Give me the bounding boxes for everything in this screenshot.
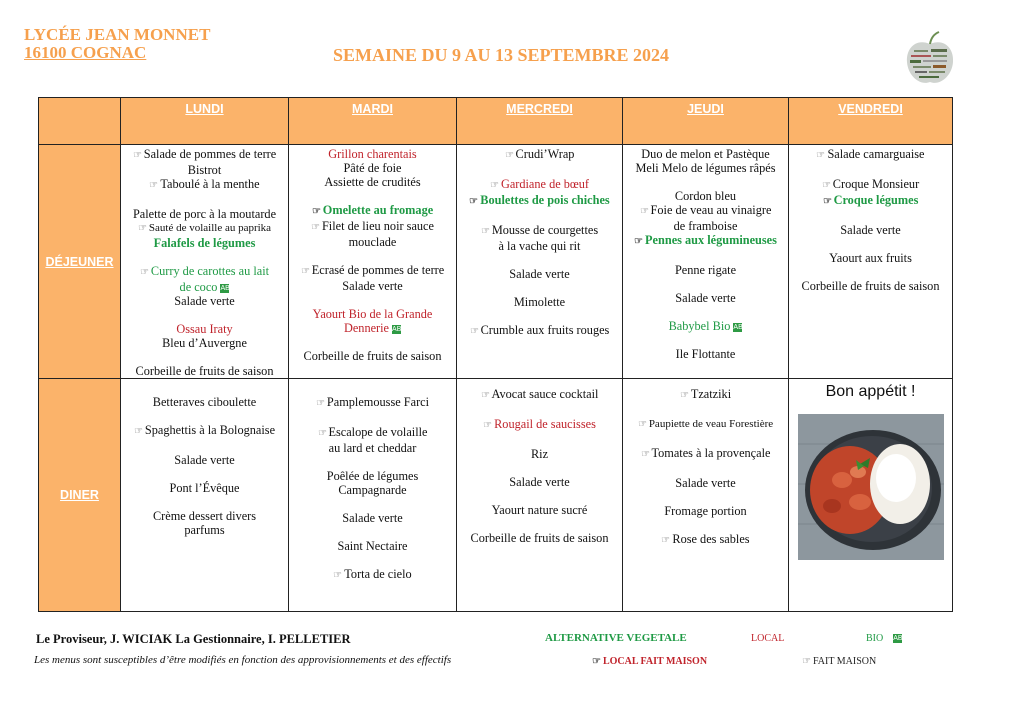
food-photo bbox=[798, 414, 944, 560]
menu-item: ☜ Ecrasé de pommes de terre bbox=[300, 263, 445, 277]
menu-item: Salade verte bbox=[509, 267, 570, 281]
menu-item: ☜ Tzatziki bbox=[679, 387, 732, 401]
fait-maison-icon: ☜ bbox=[634, 236, 644, 247]
menu-item: ☜ Mousse de courgettes bbox=[480, 223, 599, 237]
menu-item: Corbeille de fruits de saison bbox=[470, 531, 609, 545]
menu-item: ☜ Torta de cielo bbox=[333, 567, 412, 581]
days-header-row bbox=[39, 98, 953, 145]
day-header-mercredi bbox=[457, 98, 623, 145]
school-city: 16100 COGNAC bbox=[24, 43, 147, 62]
menu-item-local: ☜ Gardiane de bœuf bbox=[489, 177, 590, 191]
day-label: VENDREDI bbox=[838, 102, 903, 116]
legend-bio: BIO AB bbox=[866, 633, 903, 644]
fait-maison-icon: ☜ bbox=[132, 150, 142, 161]
menu-item: ☜ Croque Monsieur bbox=[821, 177, 920, 191]
menu-item: Salade verte bbox=[840, 223, 901, 237]
apple-logo-icon bbox=[904, 30, 956, 86]
menu-item: Fromage portion bbox=[664, 504, 747, 518]
menu-item-vegetale: de coco AB bbox=[179, 280, 230, 294]
week-title: SEMAINE DU 9 AU 13 SEPTEMBRE 2024 bbox=[333, 45, 670, 65]
meal-label: DÉJEUNER bbox=[45, 254, 114, 269]
menu-item: Corbeille de fruits de saison bbox=[303, 349, 442, 363]
menu-item: Salade verte bbox=[675, 476, 736, 490]
menu-item-bio: Babybel Bio AB bbox=[668, 319, 743, 333]
menu-item: Salade verte bbox=[174, 294, 235, 308]
fait-maison-icon: ☜ bbox=[816, 150, 826, 161]
menu-item: Crème dessert divers bbox=[152, 509, 257, 523]
fait-maison-icon: ☜ bbox=[480, 390, 490, 401]
menu-item-vegetale: ☜ Boulettes de pois chiches bbox=[469, 193, 610, 207]
diner-lundi bbox=[121, 379, 289, 612]
menu-item-local: Grillon charentais bbox=[328, 147, 417, 161]
fait-maison-icon: ☜ bbox=[480, 226, 490, 237]
day-label: MARDI bbox=[352, 102, 393, 116]
dejeuner-mercredi bbox=[457, 145, 623, 379]
legend-fait-maison: ☜ FAIT MAISON bbox=[802, 656, 877, 667]
menu-item: Riz bbox=[530, 447, 549, 461]
menu-item: au lard et cheddar bbox=[328, 441, 417, 455]
menu-item: Poêlée de légumes bbox=[326, 469, 419, 483]
school-name: LYCÉE JEAN MONNET bbox=[24, 25, 211, 44]
day-header-jeudi bbox=[623, 98, 789, 145]
day-header-mardi bbox=[289, 98, 457, 145]
menu-item: Duo de melon et Pastèque bbox=[641, 147, 770, 161]
menu-item: de framboise bbox=[673, 219, 738, 233]
meal-header-diner bbox=[39, 379, 121, 612]
menu-item: Assiette de crudités bbox=[324, 175, 421, 189]
menu-item: ☜ Crumble aux fruits rouges bbox=[469, 323, 610, 337]
day-label: MERCREDI bbox=[506, 102, 573, 116]
menu-item-local: Ossau Iraty bbox=[176, 322, 233, 336]
menu-item-local: ☜ Rougail de saucisses bbox=[483, 417, 596, 431]
menu-item: Salade verte bbox=[342, 511, 403, 525]
dejeuner-row bbox=[39, 145, 953, 379]
menu-item: ☜ Rose des sables bbox=[661, 532, 750, 546]
dejeuner-mardi bbox=[289, 145, 457, 379]
signatures: Le Proviseur, J. WICIAK La Gestionnaire, I. PELLETIER bbox=[36, 632, 351, 646]
school-block bbox=[24, 26, 210, 62]
disclaimer-note: Les menus sont susceptibles d’être modifiés en fonction des approvisionnements et des effectifs bbox=[34, 654, 452, 666]
fait-maison-icon: ☜ bbox=[333, 570, 343, 581]
diner-mardi bbox=[289, 379, 457, 612]
fait-maison-icon: ☜ bbox=[661, 535, 671, 546]
dejeuner-lundi bbox=[121, 145, 289, 379]
fait-maison-icon: ☜ bbox=[640, 449, 650, 460]
menu-item: ☜ Avocat sauce cocktail bbox=[480, 387, 599, 401]
menu-item: Pâté de foie bbox=[343, 161, 402, 175]
fait-maison-icon: ☜ bbox=[311, 206, 321, 217]
menu-item-local: Dennerie AB bbox=[343, 321, 402, 335]
dejeuner-vendredi bbox=[789, 145, 953, 379]
menu-item: Cordon bleu bbox=[674, 189, 737, 203]
legend-local-fait-maison: ☜ LOCAL FAIT MAISON bbox=[592, 656, 708, 667]
menu-item-vegetale: Falafels de légumes bbox=[153, 236, 256, 250]
menu-item: Ile Flottante bbox=[675, 347, 736, 361]
menu-item: Bleu d’Auvergne bbox=[162, 336, 247, 350]
day-header-vendredi bbox=[789, 98, 953, 145]
menu-item: ☜ Tomates à la provençale bbox=[640, 446, 771, 460]
fait-maison-icon: ☜ bbox=[637, 419, 647, 430]
menu-item: ☜ Escalope de volaille bbox=[317, 425, 428, 439]
fait-maison-icon: ☜ bbox=[821, 180, 831, 191]
menu-item: parfums bbox=[184, 523, 225, 537]
menu-item-local: Yaourt Bio de la Grande bbox=[312, 307, 433, 321]
menu-item: ☜ Paupiette de veau Forestière bbox=[637, 418, 774, 430]
fait-maison-icon: ☜ bbox=[802, 656, 811, 667]
legend-local: LOCAL bbox=[751, 633, 785, 644]
legend-vegetale: ALTERNATIVE VEGETALE bbox=[545, 632, 687, 644]
menu-item: ☜ Pamplemousse Farci bbox=[315, 395, 430, 409]
diner-vendredi bbox=[789, 379, 953, 612]
menu-item: ☜ Filet de lieu noir sauce bbox=[311, 219, 434, 233]
fait-maison-icon: ☜ bbox=[489, 180, 499, 191]
menu-item: Corbeille de fruits de saison bbox=[135, 364, 274, 378]
menu-item: Yaourt nature sucré bbox=[491, 503, 588, 517]
menu-item-vegetale: ☜ Curry de carottes au lait bbox=[139, 264, 270, 278]
fait-maison-icon: ☜ bbox=[592, 656, 601, 667]
corner-cell bbox=[39, 98, 121, 145]
bio-icon: AB bbox=[893, 635, 903, 642]
diner-row bbox=[39, 379, 953, 612]
menu-item: Bistrot bbox=[187, 163, 222, 177]
day-label: LUNDI bbox=[185, 102, 224, 116]
bio-icon: AB bbox=[392, 326, 402, 333]
bon-appetit-text: Bon appétit ! bbox=[825, 383, 916, 400]
meal-label: DINER bbox=[60, 488, 99, 502]
menu-item: ☜ Spaghettis à la Bolognaise bbox=[133, 423, 276, 437]
menu-item: Salade verte bbox=[342, 279, 403, 293]
menu-item: à la vache qui rit bbox=[498, 239, 581, 253]
fait-maison-icon: ☜ bbox=[483, 420, 493, 431]
fait-maison-icon: ☜ bbox=[137, 223, 147, 234]
menu-item: Meli Melo de légumes râpés bbox=[635, 161, 776, 175]
menu-item: ☜ Crudi’Wrap bbox=[504, 147, 575, 161]
fait-maison-icon: ☜ bbox=[315, 398, 325, 409]
menu-item: ☜ Taboulé à la menthe bbox=[149, 177, 260, 191]
fait-maison-icon: ☜ bbox=[504, 150, 514, 161]
menu-item: Penne rigate bbox=[674, 263, 737, 277]
diner-jeudi bbox=[623, 379, 789, 612]
diner-mercredi bbox=[457, 379, 623, 612]
fait-maison-icon: ☜ bbox=[133, 426, 143, 437]
day-label: JEUDI bbox=[687, 102, 724, 116]
fait-maison-icon: ☜ bbox=[469, 326, 479, 337]
menu-table bbox=[38, 97, 953, 612]
menu-item-vegetale: ☜ Pennes aux légumineuses bbox=[634, 233, 777, 247]
menu-item-vegetale: ☜ Croque légumes bbox=[822, 193, 919, 207]
menu-item: ☜ Foie de veau au vinaigre bbox=[639, 203, 772, 217]
bio-icon: AB bbox=[220, 285, 230, 292]
menu-item: Salade verte bbox=[174, 453, 235, 467]
bio-icon: AB bbox=[733, 324, 743, 331]
menu-item: Saint Nectaire bbox=[337, 539, 408, 553]
fait-maison-icon: ☜ bbox=[311, 222, 320, 233]
menu-item-vegetale: ☜ Omelette au fromage bbox=[311, 203, 434, 217]
menu-item: Yaourt aux fruits bbox=[829, 251, 912, 265]
day-header-lundi bbox=[121, 98, 289, 145]
fait-maison-icon: ☜ bbox=[822, 196, 832, 207]
menu-item: Campagnarde bbox=[338, 483, 407, 497]
fait-maison-icon: ☜ bbox=[639, 206, 649, 217]
menu-item: ☜ Salade camarguaise bbox=[816, 147, 925, 161]
fait-maison-icon: ☜ bbox=[317, 428, 327, 439]
menu-item: Mimolette bbox=[513, 295, 566, 309]
menu-item: Pont l’Évêque bbox=[169, 481, 240, 495]
fait-maison-icon: ☜ bbox=[300, 266, 310, 277]
menu-item: ☜ Salade de pommes de terre bbox=[132, 147, 277, 161]
menu-item: Betteraves ciboulette bbox=[152, 395, 257, 409]
fait-maison-icon: ☜ bbox=[469, 196, 479, 207]
menu-item: Palette de porc à la moutarde bbox=[132, 207, 277, 221]
fait-maison-icon: ☜ bbox=[139, 267, 149, 278]
fait-maison-icon: ☜ bbox=[149, 180, 159, 191]
menu-item: Salade verte bbox=[509, 475, 570, 489]
menu-item: Salade verte bbox=[675, 291, 736, 305]
meal-header-dejeuner bbox=[39, 145, 121, 379]
dejeuner-jeudi bbox=[623, 145, 789, 379]
menu-item: Corbeille de fruits de saison bbox=[801, 279, 940, 293]
menu-item: mouclade bbox=[348, 235, 397, 249]
menu-item: ☜ Sauté de volaille au paprika bbox=[137, 222, 272, 234]
fait-maison-icon: ☜ bbox=[679, 390, 689, 401]
